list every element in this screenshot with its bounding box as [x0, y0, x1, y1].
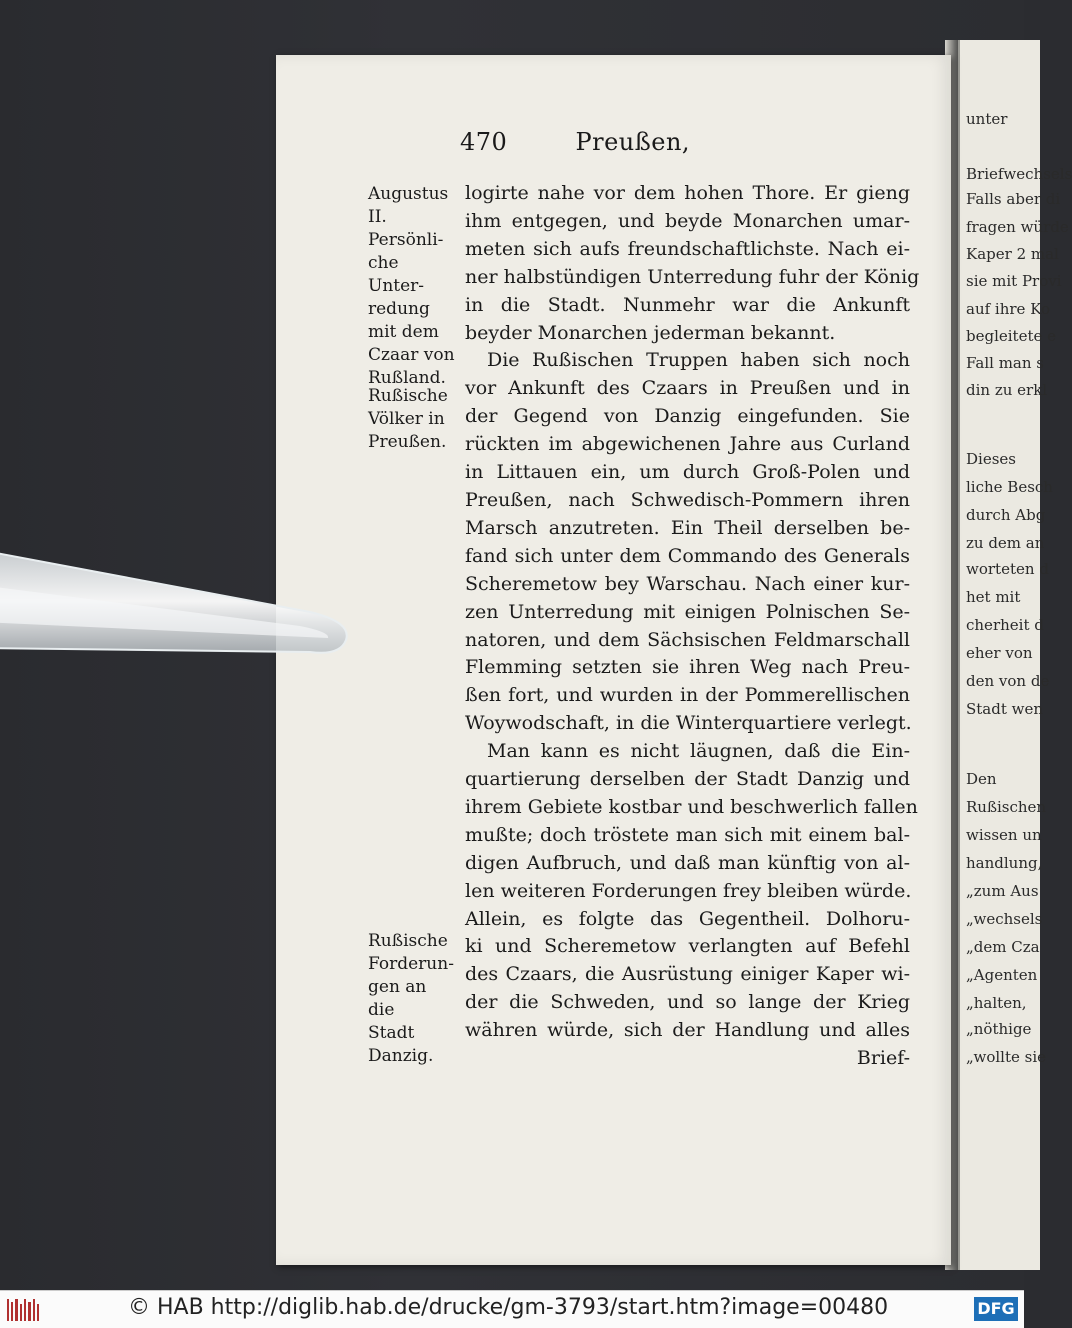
facing-page-fragment: het mit [966, 588, 1021, 606]
margin-note-line: Völker in [368, 409, 445, 429]
text-line: Woywodschaft, in die Winterquartiere verlegt. [465, 712, 912, 735]
text-line: Die Rußischen Truppen haben sich noch [487, 349, 910, 372]
text-line: mußte; doch tröstete man sich mit einem bal- [465, 823, 910, 846]
facing-page-fragment: unter [966, 110, 1008, 128]
facing-page-fragment: fragen würde [966, 218, 1069, 236]
facing-page-fragment: „halten, [966, 994, 1027, 1012]
margin-note-line: Rußische [368, 386, 448, 406]
text-line: fand sich unter dem Commando des Generals [465, 544, 910, 567]
facing-page-fragment: Dieses [966, 450, 1016, 468]
facing-page-fragment: Den [966, 770, 997, 788]
text-line: Brief- [856, 1047, 910, 1070]
page-number: 470 [460, 128, 508, 156]
facing-page-fragment: eher von [966, 644, 1033, 662]
hab-logo-icon [6, 1296, 42, 1323]
text-line: zen Unterredung mit einigen Polnischen Se- [465, 600, 910, 623]
margin-note-line: Augustus [368, 184, 449, 204]
facing-page-fragment: Rußischen [966, 798, 1047, 816]
facing-page-fragment: „Agenten [966, 966, 1038, 984]
running-title: Preußen, [575, 128, 691, 156]
dfg-logo: DFG [974, 1297, 1018, 1321]
footer-bar [0, 1290, 1024, 1328]
text-line: digen Aufbruch, und daß man künftig von al- [465, 851, 910, 874]
text-line: meten sich aufs freundschaftlichste. Nach ei- [465, 237, 910, 260]
facing-page-fragment: zu dem an [966, 534, 1045, 552]
text-line: Flemming setzten sie ihren Weg nach Preu- [465, 656, 910, 679]
text-line: beyder Monarchen jederman bekannt. [465, 321, 836, 344]
margin-note-voelker [368, 385, 458, 454]
margin-note-forderungen [368, 930, 458, 1068]
text-line: in die Stadt. Nunmehr war die Ankunft [465, 293, 910, 316]
text-line: der die Schweden, und so lange der Krieg [465, 991, 910, 1014]
margin-note-line: Stadt [368, 1023, 415, 1043]
facing-page-fragment: durch Abg [966, 506, 1046, 524]
margin-note-line: Preußen. [368, 432, 447, 452]
facing-page-fragment: din zu erkl [966, 381, 1048, 399]
text-line: ki und Scheremetow verlangten auf Befehl [465, 935, 910, 958]
margin-note-line: Rußische [368, 931, 448, 951]
facing-page-edge [958, 40, 1072, 1270]
text-line: Allein, es folgte das Gegentheil. Dolhoru- [465, 907, 910, 930]
text-line: vor Ankunft des Czaars in Preußen und in [465, 377, 910, 400]
facing-page-fragment: „wechsels [966, 910, 1043, 928]
margin-note-line: II. [368, 207, 387, 227]
margin-note-line: Persönli- [368, 230, 444, 250]
facing-page-fragment: Stadt wen [966, 700, 1044, 718]
facing-page-fragment: auf ihre Ko [966, 300, 1051, 318]
margin-note-augustus [368, 183, 458, 390]
margin-note-line: Czaar von [368, 345, 455, 365]
facing-page-fragment: „zum Aus [966, 882, 1039, 900]
facing-page-fragment: begleitete e [966, 327, 1057, 345]
text-line: ihm entgegen, und beyde Monarchen umar- [465, 209, 910, 232]
margin-note-line: mit dem [368, 322, 439, 342]
text-line: Man kann es nicht läugnen, daß die Ein- [487, 740, 910, 763]
running-head [460, 128, 690, 156]
facing-page-fragment: worteten d [966, 560, 1049, 578]
text-line: quartierung derselben der Stadt Danzig und [465, 768, 910, 791]
text-line: len weiteren Forderungen frey bleiben würde. [465, 879, 912, 902]
text-line: logirte nahe vor dem hohen Thore. Er gieng [465, 182, 910, 204]
facing-page-fragment: handlung, [966, 854, 1043, 872]
facing-page-fragment: wissen un [966, 826, 1042, 844]
text-line: in Littauen ein, um durch Groß-Polen und [465, 461, 910, 484]
facing-page-fragment: sie mit Provi [966, 272, 1062, 290]
margin-note-line: gen an die [368, 977, 427, 1020]
text-line: der Gegend von Danzig eingefunden. Sie [465, 405, 910, 428]
facing-page-fragment: Falls aber di [966, 190, 1061, 208]
text-line: ner halbstündigen Unterredung fuhr der König [465, 265, 920, 288]
text-line: rückten im abgewichenen Jahre aus Curland [465, 433, 910, 456]
text-line: währen würde, sich der Handlung und alles [465, 1019, 910, 1042]
text-line: ßen fort, und wurden in der Pommerellischen [465, 684, 910, 707]
facing-page-fragment: cherheit d [966, 616, 1044, 634]
facing-page-fragment: liche Besch [966, 478, 1053, 496]
facing-page-fragment: Kaper 2 mal [966, 245, 1059, 263]
text-line: Marsch anzutreten. Ein Theil derselben be- [465, 516, 910, 539]
text-line: Scheremetow bey Warschau. Nach einer kur- [465, 572, 910, 595]
margin-note-line: Danzig. [368, 1046, 434, 1066]
text-line: Preußen, nach Schwedisch-Pommern ihren [465, 488, 910, 511]
margin-note-line: che Unter- [368, 253, 425, 296]
facing-page-fragment: den von de [966, 672, 1050, 690]
facing-page-fragment: Fall man s [966, 354, 1044, 372]
text-line: ihrem Gebiete kostbar und beschwerlich fallen [465, 795, 918, 818]
margin-note-line: Forderun- [368, 954, 454, 974]
text-line: des Czaars, die Ausrüstung einiger Kaper wi- [465, 963, 910, 986]
facing-page-fragment: „wollte sie [966, 1048, 1047, 1066]
margin-note-line: Rußland. [368, 368, 446, 388]
copyright-url[interactable]: © HAB http://diglib.hab.de/drucke/gm-3793/start.htm?image=00480 [128, 1295, 889, 1320]
facing-page-fragment: „nöthige [966, 1020, 1032, 1038]
facing-page-fragment: „dem Cza [966, 938, 1040, 956]
margin-note-line: redung [368, 299, 430, 319]
facing-page-fragment: Briefwechsels [966, 165, 1072, 183]
body-text [465, 180, 920, 1073]
text-line: natoren, und dem Sächsischen Feldmarschall [465, 628, 910, 651]
